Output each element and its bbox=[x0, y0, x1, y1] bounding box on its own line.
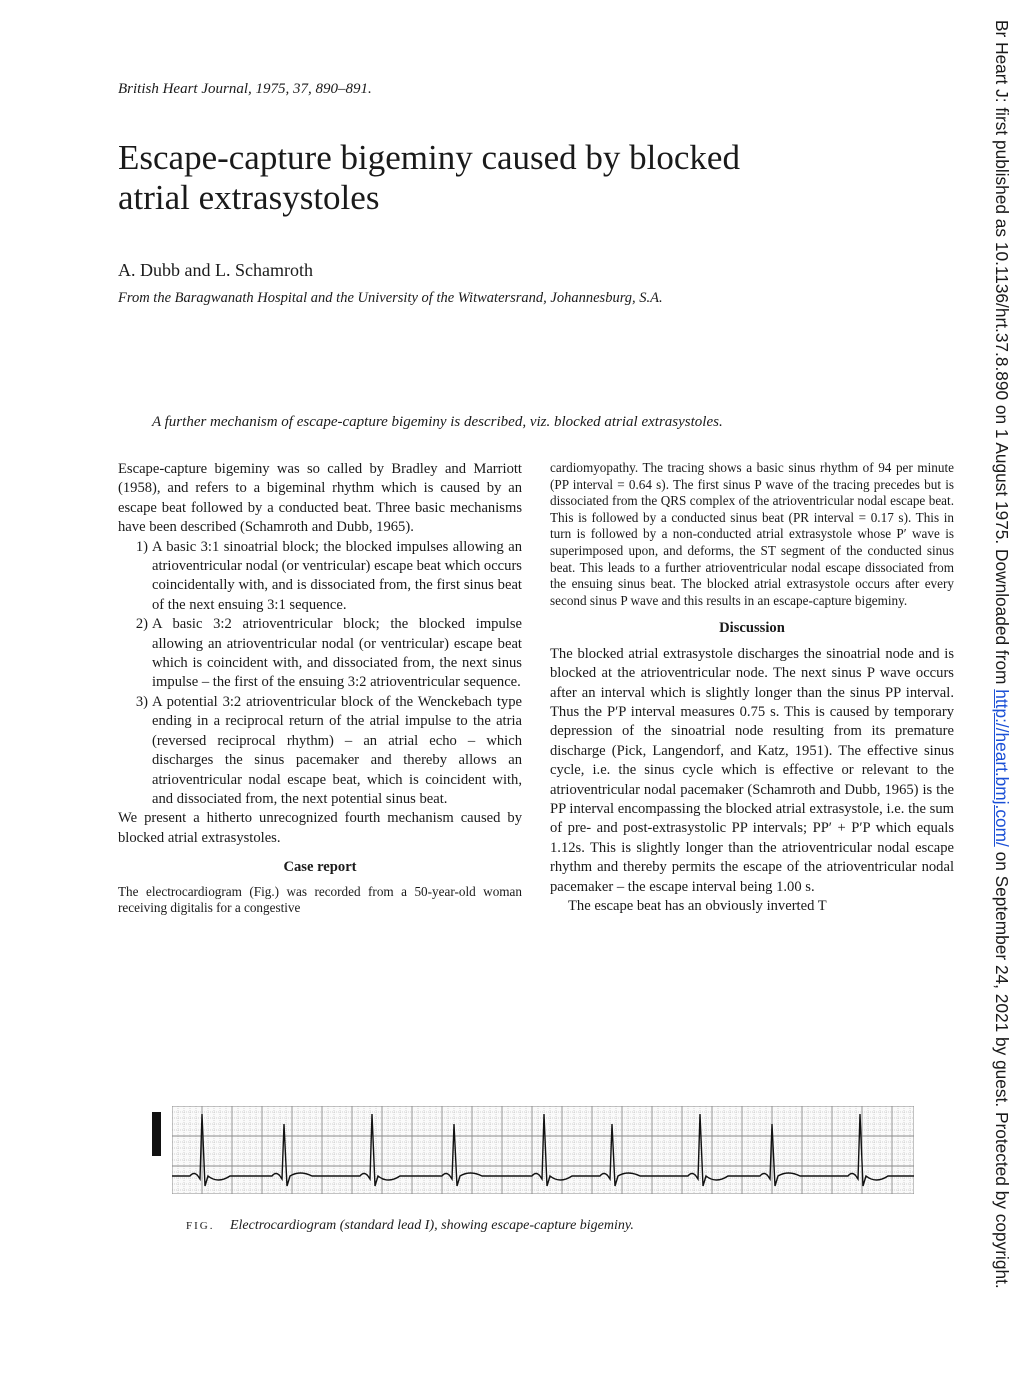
authors: A. Dubb and L. Schamroth bbox=[118, 260, 313, 280]
discussion-heading: Discussion bbox=[719, 620, 785, 637]
mechanism-item-2 bbox=[118, 615, 522, 693]
affiliation: From the Baragwanath Hospital and the University of the Witwatersrand, Johannesburg, S.A. bbox=[118, 290, 663, 306]
body-column-left bbox=[118, 460, 522, 917]
discussion-last-line: The escape beat has an obviously inverted T bbox=[568, 898, 827, 915]
item-text: A basic 3:2 atrioventricular block; the blocked impulse allowing an atrioventricular nodal (or ventricular) escape beat which is coincident with, and dissociated from, the next sinus impulse – the first of the ensuing 3:2 atrioventricular sequence. bbox=[152, 616, 522, 691]
sidebar-suffix: on September 24, 2021 by guest. Protected by copyright. bbox=[992, 846, 1012, 1289]
item-number: 3) bbox=[135, 693, 148, 710]
title-line-1: Escape-capture bigeminy caused by blocked bbox=[118, 138, 740, 177]
journal-link[interactable]: http://heart.bmj.com/ bbox=[992, 689, 1012, 847]
ecg-figure bbox=[172, 1106, 914, 1194]
item-text: A basic 3:1 sinoatrial block; the blocked impulses allowing an atrioventricular nodal (or ventricular) escape beat which occurs coincidentally with, and is dissociated from, the first sinus beat of the next ensuing 3:1 sequence. bbox=[152, 538, 522, 613]
journal-citation: British Heart Journal, 1975, 37, 890–891. bbox=[118, 81, 372, 97]
figure-caption bbox=[186, 1218, 634, 1234]
mechanism-item-1 bbox=[118, 538, 522, 616]
figure-caption-text: Electrocardiogram (standard lead I), showing escape-capture bigeminy. bbox=[229, 1218, 634, 1233]
sidebar-prefix: Br Heart J: first published as 10.1136/hrt.37.8.890 on 1 August 1975. Downloaded from bbox=[992, 20, 1012, 690]
title-line-2: atrial extrasystoles bbox=[118, 178, 380, 217]
body-column-right bbox=[550, 460, 954, 916]
abstract: A further mechanism of escape-capture bigeminy is described, viz. blocked atrial extrasystoles. bbox=[152, 414, 723, 430]
case-report-continued: cardiomyopathy. The tracing shows a basic sinus rhythm of 94 per minute (PP interval = 0.64 s). The first sinus P wave of the tracing precedes but is dissociated from the QRS complex of the atrioventricular nodal escape beat. This is followed by a conducted sinus beat (PR interval = 0.17 s). This in turn is followed by a non-conducted atrial extrasystole whose P′ wave is superimposed upon, and deforms, the ST segment of the conducted sinus beat. This leads to a further atrioventricular nodal escape dissociated from the ensuing sinus beat. The blocked atrial extrasystole occurs after every second sinus P wave and this results in an escape-capture bigeminy. bbox=[550, 460, 954, 608]
intro-paragraph: Escape-capture bigeminy was so called by Bradley and Marriott (1958), and refers to a bigeminal rhythm which is caused by an escape beat followed by a conducted beat. Three basic mechanisms have been described (Schamroth and Dubb, 1965). bbox=[118, 461, 522, 536]
item-number: 2) bbox=[135, 616, 148, 633]
case-report-text: The electrocardiogram (Fig.) was recorded from a 50-year-old woman receiving digitalis for a congestive bbox=[118, 883, 522, 916]
discussion-paragraph: The blocked atrial extrasystole discharges the sinoatrial node and is blocked at the atrioventricular node. The next sinus P wave occurs after an interval which is slightly longer than the sinus PP interval. Thus the P′P interval measures 0.75 s. This is caused by temporary depression of the sinoatrial node resulting from its premature discharge (Pick, Langendorf, and Katz, 1951). The effective sinus cycle, i.e. the sinus cycle which is effective or relevant to the atrioventricular nodal pacemaker (Schamroth and Dubb, 1965) is the PP interval encompassing the blocked atrial extrasystole, i.e. the sum of pre- and post-extrasystolic PP intervals; PP′ + P′P which equals 1.12s. This is slightly longer than the atrioventricular nodal escape rhythm and thereby permits the escape of the atrioventricular nodal pacemaker – the escape interval being 1.00 s. bbox=[550, 645, 954, 895]
article-title bbox=[118, 138, 878, 218]
item-text: A potential 3:2 atrioventricular block of the Wenckebach type ending in a reciprocal return of the atrial impulse to the atria (reversed reciprocal rhythm) – an atrial echo – which discharges the sinus pacemaker and thereby allows an atrioventricular nodal escape beat, which is coincident with, and dissociated from, the next potential sinus beat. bbox=[152, 693, 522, 807]
closing-paragraph: We present a hitherto unrecognized fourth mechanism caused by blocked atrial extrasystoles. bbox=[118, 810, 522, 846]
copyright-sidebar bbox=[978, 20, 1018, 1340]
mechanism-item-3 bbox=[118, 693, 522, 809]
item-number: 1) bbox=[135, 538, 148, 555]
figure-label: FIG. bbox=[186, 1220, 215, 1232]
calibration-mark bbox=[152, 1112, 161, 1156]
sidebar-text bbox=[991, 20, 1012, 1289]
case-report-heading: Case report bbox=[283, 859, 357, 876]
